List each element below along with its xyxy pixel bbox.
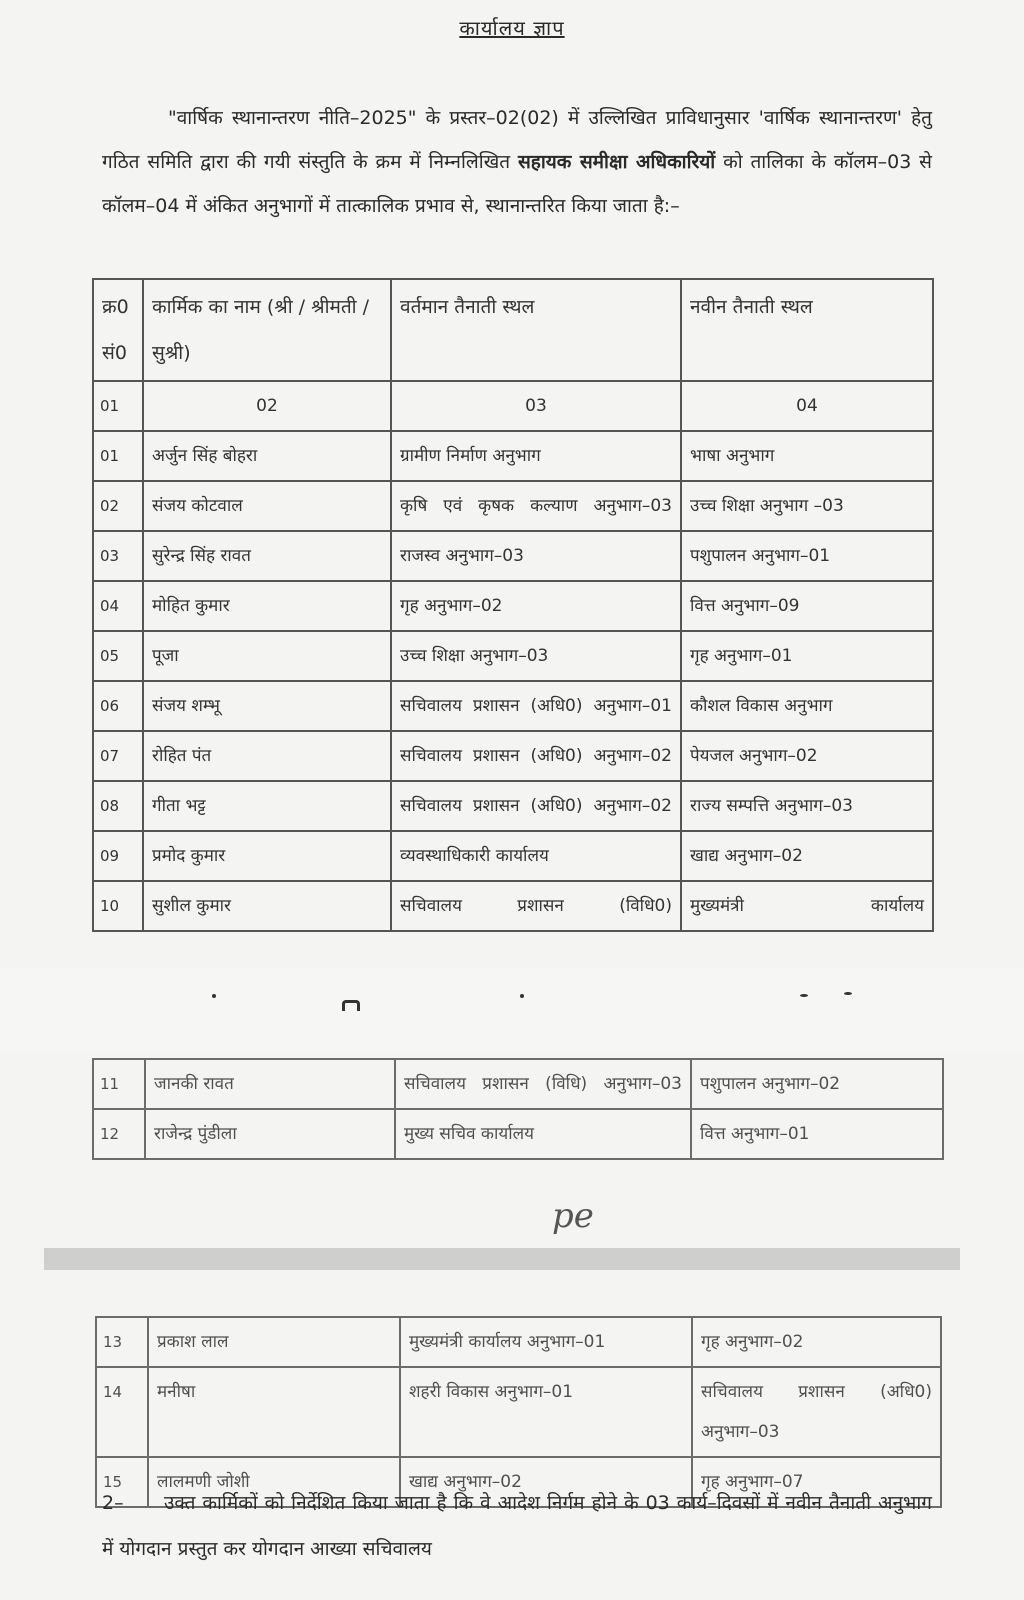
cell-current: ग्रामीण निर्माण अनुभाग — [391, 431, 681, 481]
table-row — [96, 1367, 941, 1457]
cell-sno: 12 — [93, 1109, 145, 1159]
cell-sno: 07 — [93, 731, 143, 781]
cell-current: मुख्यमंत्री कार्यालय अनुभाग–01 — [400, 1317, 692, 1367]
table-row — [93, 731, 933, 781]
cell-new: खाद्य अनुभाग–02 — [681, 831, 933, 881]
cell-sno: 10 — [93, 881, 143, 931]
cell-name: रोहित पंत — [143, 731, 391, 781]
signature: pe — [552, 1196, 594, 1236]
colnum-4: 04 — [681, 381, 933, 431]
cell-name: लालमणी जोशी — [148, 1457, 400, 1507]
cell-new: वित्त अनुभाग–01 — [691, 1109, 943, 1159]
cell-current: मुख्य सचिव कार्यालय — [395, 1109, 691, 1159]
table-row — [93, 531, 933, 581]
table-header-row — [93, 279, 933, 381]
table-row — [93, 831, 933, 881]
cell-sno: 05 — [93, 631, 143, 681]
intro-paragraph — [102, 96, 932, 228]
cell-sno: 15 — [96, 1457, 148, 1507]
cell-current: सचिवालय प्रशासन (अधि0) अनुभाग–02 — [391, 731, 681, 781]
table-row — [96, 1317, 941, 1367]
scan-divider-band — [44, 1248, 960, 1270]
cell-current: कृषि एवं कृषक कल्याण अनुभाग–03 — [391, 481, 681, 531]
cell-new: भाषा अनुभाग — [681, 431, 933, 481]
header-sno: क्र0 सं0 — [93, 279, 143, 381]
table-row — [93, 681, 933, 731]
colnum-1: 01 — [93, 381, 143, 431]
cell-new: पशुपालन अनुभाग–02 — [691, 1059, 943, 1109]
cell-new: पेयजल अनुभाग–02 — [681, 731, 933, 781]
table-body-part-1 — [93, 431, 933, 931]
cell-new: गृह अनुभाग–02 — [692, 1317, 941, 1367]
transfer-table-part-2 — [92, 1058, 944, 1160]
cell-current: सचिवालय प्रशासन (अधि0) अनुभाग–01 — [391, 681, 681, 731]
cell-current: राजस्व अनुभाग–03 — [391, 531, 681, 581]
cell-new: राज्य सम्पत्ति अनुभाग–03 — [681, 781, 933, 831]
table-row — [93, 581, 933, 631]
table-row — [93, 881, 933, 931]
scan-speck — [212, 994, 216, 998]
cell-current: सचिवालय प्रशासन (विधि0) — [391, 881, 681, 931]
table-row — [93, 431, 933, 481]
cell-name: प्रमोद कुमार — [143, 831, 391, 881]
point-2-number: 2– — [102, 1492, 124, 1514]
cell-name: मोहित कुमार — [143, 581, 391, 631]
cell-current: गृह अनुभाग–02 — [391, 581, 681, 631]
cell-current: उच्च शिक्षा अनुभाग–03 — [391, 631, 681, 681]
cell-current: खाद्य अनुभाग–02 — [400, 1457, 692, 1507]
header-new: नवीन तैनाती स्थल — [681, 279, 933, 381]
colnum-3: 03 — [391, 381, 681, 431]
table-row — [93, 781, 933, 831]
cell-sno: 13 — [96, 1317, 148, 1367]
cell-sno: 11 — [93, 1059, 145, 1109]
cell-new: मुख्यमंत्री कार्यालय — [681, 881, 933, 931]
cell-name: अर्जुन सिंह बोहरा — [143, 431, 391, 481]
cell-name: जानकी रावत — [145, 1059, 395, 1109]
transfer-table-part-1 — [92, 278, 934, 932]
table-row — [93, 1059, 943, 1109]
cell-new: गृह अनुभाग–07 — [692, 1457, 941, 1507]
intro-prefix: "वार्षिक स्थानान्तरण नीति–2025" के प्रस्तर–02(02) में उल्लिखित प्राविधानुसार 'वार्षिक स्थानान्तरण' हेतु गठित समिति द्वारा की गयी संस्तुति के क्रम में निम्नलिखित — [102, 107, 932, 173]
cell-sno: 08 — [93, 781, 143, 831]
scan-speck — [342, 1000, 360, 1011]
table-body-part-3 — [96, 1317, 941, 1507]
intro-bold: सहायक समीक्षा अधिकारियों — [517, 151, 716, 173]
scan-speck — [844, 992, 852, 995]
table-row — [93, 1109, 943, 1159]
cell-name: गीता भट्ट — [143, 781, 391, 831]
table-row — [93, 481, 933, 531]
cell-new: उच्च शिक्षा अनुभाग –03 — [681, 481, 933, 531]
cell-name: संजय शम्भू — [143, 681, 391, 731]
table-body-part-2 — [93, 1059, 943, 1159]
scan-speck — [520, 994, 524, 998]
cell-current: व्यवस्थाधिकारी कार्यालय — [391, 831, 681, 881]
cell-sno: 04 — [93, 581, 143, 631]
cell-new: पशुपालन अनुभाग–01 — [681, 531, 933, 581]
header-current: वर्तमान तैनाती स्थल — [391, 279, 681, 381]
cell-sno: 01 — [93, 431, 143, 481]
cell-name: सुशील कुमार — [143, 881, 391, 931]
cell-sno: 14 — [96, 1367, 148, 1457]
cell-sno: 06 — [93, 681, 143, 731]
cell-current: सचिवालय प्रशासन (विधि) अनुभाग–03 — [395, 1059, 691, 1109]
cell-new: कौशल विकास अनुभाग — [681, 681, 933, 731]
point-2-text: उक्त कार्मिकों को निर्देशित किया जाता है कि वे आदेश निर्गम होने के 03 कार्य–दिवसों में नवीन तैनाती अनुभाग में योगदान प्रस्तुत कर योगदान आख्या सचिवालय — [102, 1492, 932, 1560]
cell-name: सुरेन्द्र सिंह रावत — [143, 531, 391, 581]
page-break-gap — [0, 968, 1024, 1053]
point-2-paragraph — [102, 1480, 932, 1572]
cell-name: संजय कोटवाल — [143, 481, 391, 531]
cell-new: गृह अनुभाग–01 — [681, 631, 933, 681]
cell-name: पूजा — [143, 631, 391, 681]
cell-sno: 09 — [93, 831, 143, 881]
column-number-row — [93, 381, 933, 431]
cell-name: राजेन्द्र पुंडीला — [145, 1109, 395, 1159]
cell-sno: 03 — [93, 531, 143, 581]
cell-name: मनीषा — [148, 1367, 400, 1457]
table-row — [93, 631, 933, 681]
document-title: कार्यालय ज्ञाप — [459, 16, 565, 40]
cell-new: सचिवालय प्रशासन (अधि0) अनुभाग–03 — [692, 1367, 941, 1457]
cell-new: वित्त अनुभाग–09 — [681, 581, 933, 631]
colnum-2: 02 — [143, 381, 391, 431]
header-name: कार्मिक का नाम (श्री / श्रीमती / सुश्री) — [143, 279, 391, 381]
scan-speck — [800, 994, 808, 997]
intro-suffix: को तालिका के कॉलम–03 से कॉलम–04 में अंकित अनुभागों में तात्कालिक प्रभाव से, स्थानान्तरित किया जाता है:– — [102, 151, 933, 217]
cell-name: प्रकाश लाल — [148, 1317, 400, 1367]
cell-current: शहरी विकास अनुभाग–01 — [400, 1367, 692, 1457]
cell-sno: 02 — [93, 481, 143, 531]
cell-current: सचिवालय प्रशासन (अधि0) अनुभाग–02 — [391, 781, 681, 831]
